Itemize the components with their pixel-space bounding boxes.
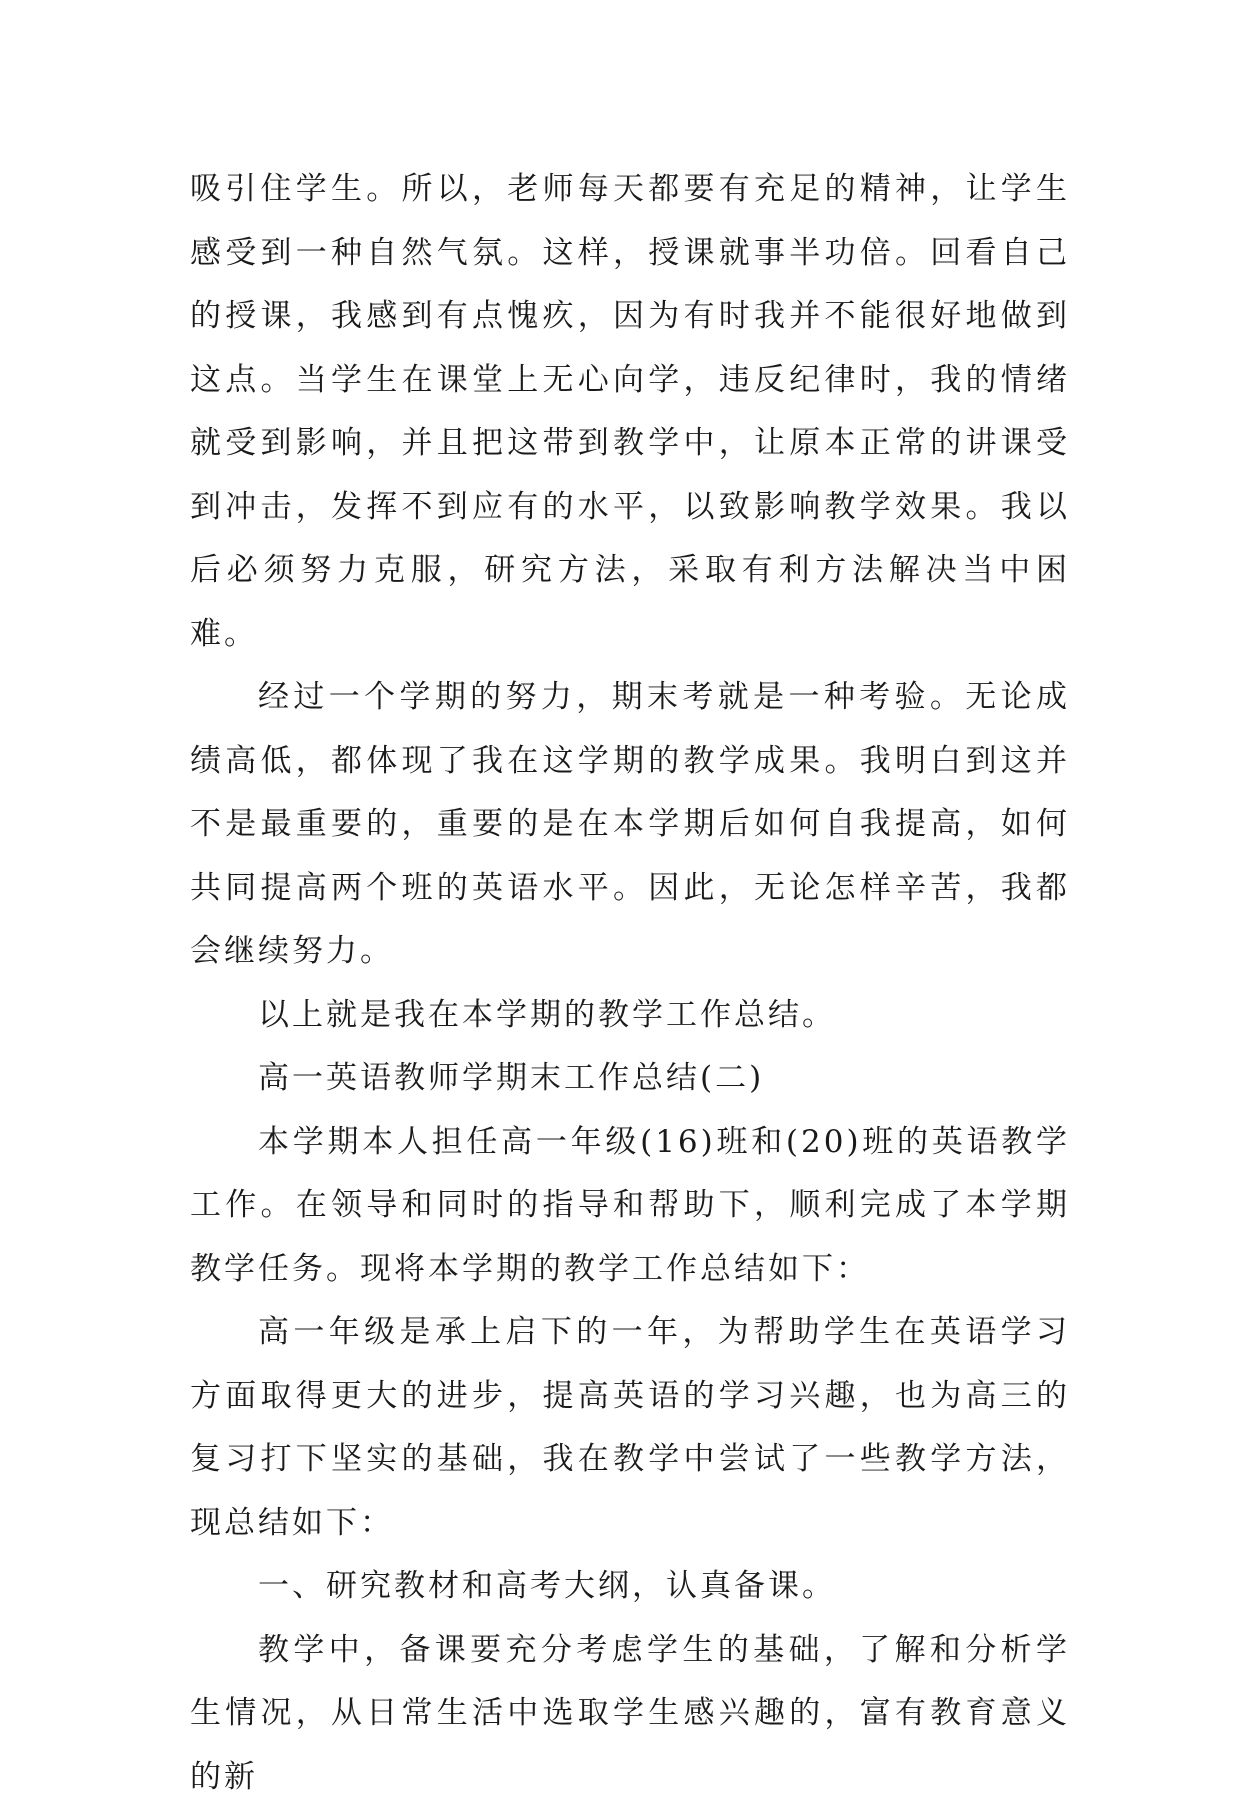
section-heading: 高一英语教师学期末工作总结(二) — [190, 1047, 1070, 1111]
paragraph-3: 以上就是我在本学期的教学工作总结。 — [190, 984, 1070, 1048]
document-body — [190, 158, 1070, 1809]
paragraph-4: 本学期本人担任高一年级(16)班和(20)班的英语教学工作。在领导和同时的指导和帮助下，顺利完成了本学期教学任务。现将本学期的教学工作总结如下： — [190, 1111, 1070, 1302]
paragraph-1: 吸引住学生。所以，老师每天都要有充足的精神，让学生感受到一种自然气氛。这样，授课就事半功倍。回看自己的授课，我感到有点愧疚，因为有时我并不能很好地做到这点。当学生在课堂上无心向学，违反纪律时，我的情绪就受到影响，并且把这带到教学中，让原本正常的讲课受到冲击，发挥不到应有的水平，以致影响教学效果。我以后必须努力克服，研究方法，采取有利方法解决当中困难。 — [190, 158, 1070, 666]
paragraph-6: 教学中，备课要充分考虑学生的基础，了解和分析学生情况，从日常生活中选取学生感兴趣的，富有教育意义的新 — [190, 1619, 1070, 1809]
subsection-heading: 一、研究教材和高考大纲，认真备课。 — [190, 1555, 1070, 1619]
paragraph-5: 高一年级是承上启下的一年，为帮助学生在英语学习方面取得更大的进步，提高英语的学习兴趣，也为高三的复习打下坚实的基础，我在教学中尝试了一些教学方法，现总结如下： — [190, 1301, 1070, 1555]
paragraph-2: 经过一个学期的努力，期末考就是一种考验。无论成绩高低，都体现了我在这学期的教学成果。我明白到这并不是最重要的，重要的是在本学期后如何自我提高，如何共同提高两个班的英语水平。因此，无论怎样辛苦，我都会继续努力。 — [190, 666, 1070, 984]
